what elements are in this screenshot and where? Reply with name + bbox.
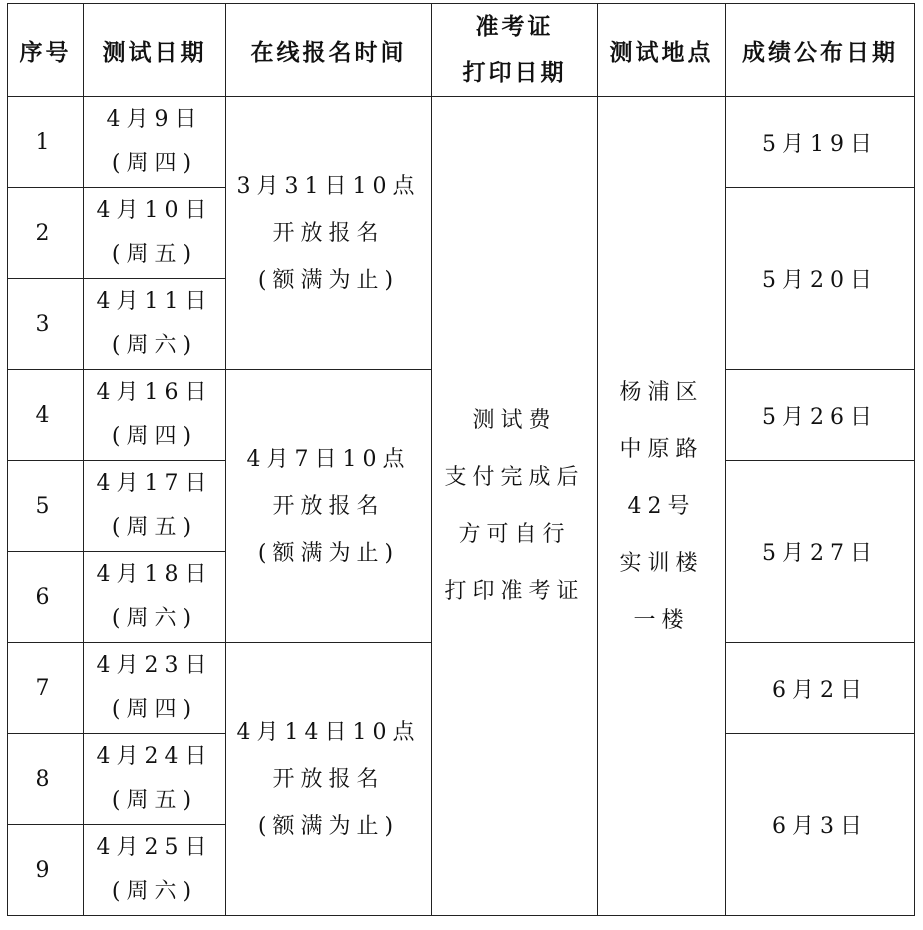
test-weekday: (周五) <box>111 515 198 540</box>
row-index: 6 <box>8 552 84 643</box>
location-line3: 42号 <box>627 493 696 519</box>
registration-time: 4月14日10点 <box>236 719 421 745</box>
test-weekday: (周六) <box>111 606 198 631</box>
result-date: 6月3日 <box>726 734 915 916</box>
test-date-cell <box>84 370 226 461</box>
admit-print-line2: 支付完成后 <box>444 465 585 490</box>
header-result-date: 成绩公布日期 <box>726 4 915 97</box>
test-date-cell <box>84 461 226 552</box>
test-date: 4月24日 <box>96 744 213 769</box>
test-date: 4月17日 <box>96 471 213 496</box>
header-row <box>8 4 915 97</box>
registration-note: (额满为止) <box>257 540 400 566</box>
test-weekday: (周四) <box>111 424 198 449</box>
test-date-cell <box>84 97 226 188</box>
result-date: 6月2日 <box>726 643 915 734</box>
test-weekday: (周六) <box>111 879 198 904</box>
result-date: 5月26日 <box>726 370 915 461</box>
test-date-cell <box>84 825 226 916</box>
test-weekday: (周四) <box>111 697 198 722</box>
test-date-cell <box>84 734 226 825</box>
admit-print-line3: 方可自行 <box>458 522 571 547</box>
location-cell <box>598 97 726 916</box>
row-index: 8 <box>8 734 84 825</box>
result-date: 5月20日 <box>726 188 915 370</box>
test-date-cell <box>84 279 226 370</box>
test-weekday: (周六) <box>111 333 198 358</box>
table-row <box>8 97 915 188</box>
result-date: 5月27日 <box>726 461 915 643</box>
test-date: 4月18日 <box>96 562 213 587</box>
admit-print-cell <box>432 97 598 916</box>
admit-print-line4: 打印准考证 <box>444 579 585 604</box>
test-date: 4月16日 <box>96 380 213 405</box>
test-date: 4月9日 <box>106 107 203 132</box>
registration-action: 开放报名 <box>272 766 385 792</box>
result-date: 5月19日 <box>726 97 915 188</box>
registration-note: (额满为止) <box>257 267 400 293</box>
registration-cell <box>226 370 432 643</box>
row-index: 1 <box>8 97 84 188</box>
test-schedule-table <box>7 3 915 916</box>
test-date: 4月23日 <box>96 653 213 678</box>
location-line4: 实训楼 <box>619 550 704 576</box>
registration-time: 3月31日10点 <box>236 173 421 199</box>
test-date: 4月11日 <box>96 289 213 314</box>
test-weekday: (周四) <box>111 151 198 176</box>
registration-note: (额满为止) <box>257 813 400 839</box>
row-index: 5 <box>8 461 84 552</box>
test-date: 4月10日 <box>96 198 213 223</box>
registration-time: 4月7日10点 <box>246 446 411 472</box>
registration-cell <box>226 643 432 916</box>
row-index: 4 <box>8 370 84 461</box>
row-index: 2 <box>8 188 84 279</box>
header-test-date: 测试日期 <box>84 4 226 97</box>
header-register-time: 在线报名时间 <box>226 4 432 97</box>
registration-action: 开放报名 <box>272 493 385 519</box>
location-line2: 中原路 <box>619 436 704 462</box>
row-index: 9 <box>8 825 84 916</box>
header-index: 序号 <box>8 4 84 97</box>
location-line5: 一楼 <box>633 607 690 633</box>
row-index: 3 <box>8 279 84 370</box>
header-location: 测试地点 <box>598 4 726 97</box>
test-date-cell <box>84 188 226 279</box>
registration-action: 开放报名 <box>272 220 385 246</box>
test-date: 4月25日 <box>96 835 213 860</box>
header-admit-print-date <box>432 4 598 97</box>
registration-cell <box>226 97 432 370</box>
header-admit-print-line1: 准考证 <box>475 14 554 40</box>
row-index: 7 <box>8 643 84 734</box>
test-weekday: (周五) <box>111 242 198 267</box>
location-line1: 杨浦区 <box>619 379 704 405</box>
test-date-cell <box>84 643 226 734</box>
test-date-cell <box>84 552 226 643</box>
test-weekday: (周五) <box>111 788 198 813</box>
header-admit-print-line2: 打印日期 <box>462 60 567 86</box>
admit-print-line1: 测试费 <box>472 408 557 433</box>
